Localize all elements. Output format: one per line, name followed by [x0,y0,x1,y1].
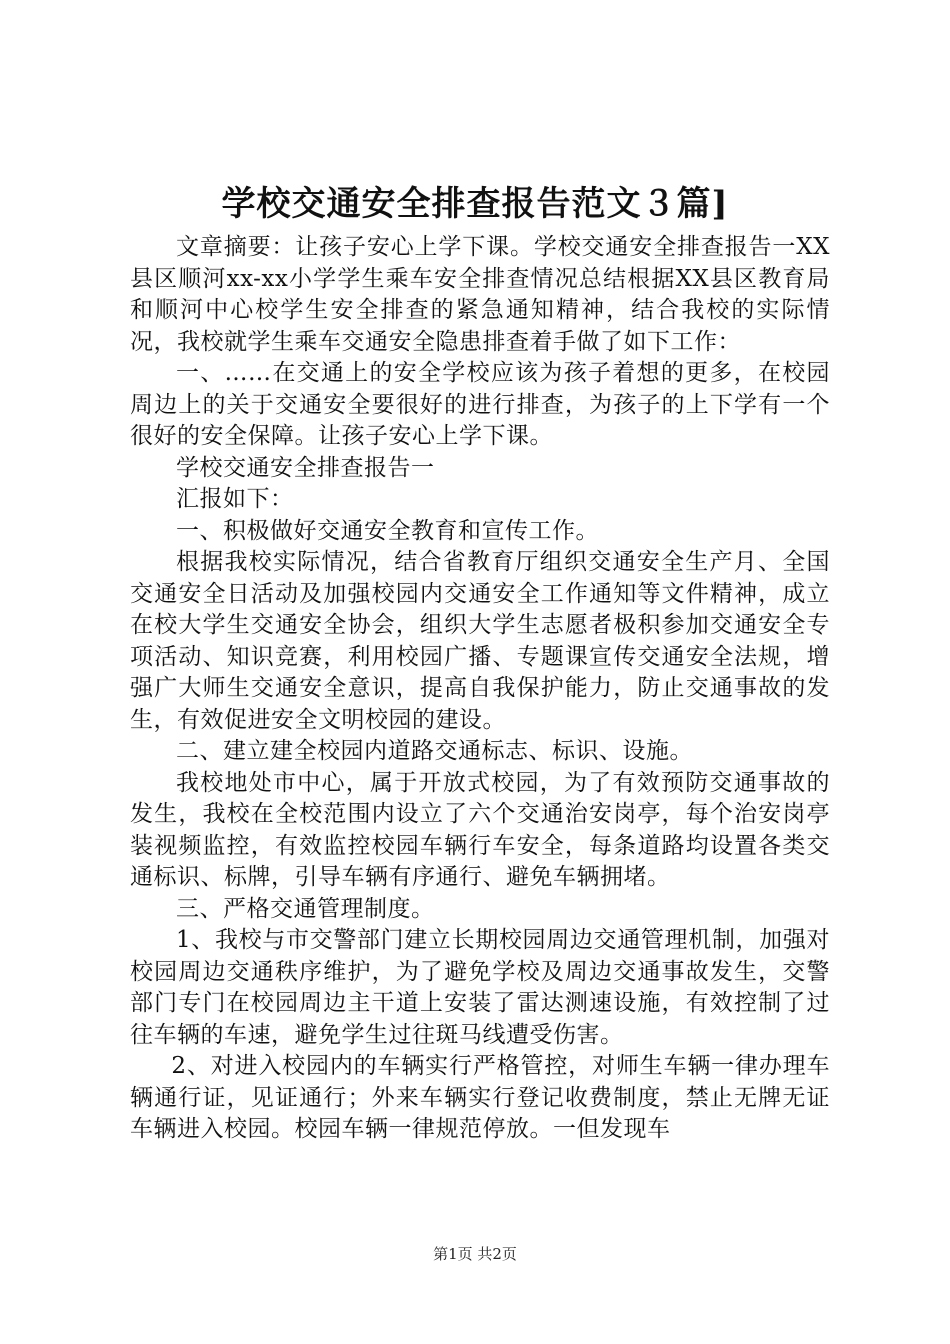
paragraph-facilities: 我校地处市中心，属于开放式校园，为了有效预防交通事故的发生，我校在全校范围内设立了六个交通治安岗亭，每个治安岗亭装视频监控，有效监控校园车辆行车安全，每条道路均设置各类交通标识、标牌，引导车辆有序通行、避免车辆拥堵。 [130,769,830,890]
paragraph-intro: 一、……在交通上的安全学校应该为孩子着想的更多，在校园周边上的关于交通安全要很好的进行排查，为孩子的上下学有一个很好的安全保障。让孩子安心上学下课。 [130,360,830,449]
page-footer: 第1页 共2页 [433,1245,517,1263]
paragraph-item-2: 2、对进入校园内的车辆实行严格管控，对师生车辆一律办理车辆通行证，见证通行；外来车辆实行登记收费制度，禁止无牌无证车辆进入校园。校园车辆一律规范停放。一但发现车 [130,1053,830,1142]
paragraph-abstract: 文章摘要：让孩子安心上学下课。学校交通安全排查报告一XX县区顺河xx-xx小学学生乘车安全排查情况总结根据XX县区教育局和顺河中心校学生安全排查的紧急通知精神，结合我校的实际情况，我校就学生乘车交通安全隐患排查着手做了如下工作： [130,234,830,355]
paragraph-report-lead: 汇报如下： [176,486,294,512]
section-heading-2: 二、建立建全校园内道路交通标志、标识、设施。 [176,738,693,764]
paragraph-subtitle: 学校交通安全排查报告一 [176,454,435,481]
section-heading-3: 三、严格交通管理制度。 [176,895,435,922]
section-heading-1: 一、积极做好交通安全教育和宣传工作。 [176,517,599,544]
document-body [130,232,830,1146]
paragraph-education: 根据我校实际情况，结合省教育厅组织交通安全生产月、全国交通安全日活动及加强校园内交通安全工作通知等文件精神，成立在校大学生交通安全协会，组织大学生志愿者极积参加交通安全专项活动、知识竞赛，利用校园广播、专题课宣传交通安全法规，增强广大师生交通安全意识，提高自我保护能力，防止交通事故的发生，有效促进安全文明校园的建设。 [130,549,830,733]
paragraph-item-1: 1、我校与市交警部门建立长期校园周边交通管理机制，加强对校园周边交通秩序维护，为了避免学校及周边交通事故发生，交警部门专门在校园周边主干道上安装了雷达测速设施，有效控制了过往车辆的车速，避免学生过往斑马线遭受伤害。 [130,927,830,1048]
document-title: 学校交通安全排查报告范文３篇] [221,184,729,224]
